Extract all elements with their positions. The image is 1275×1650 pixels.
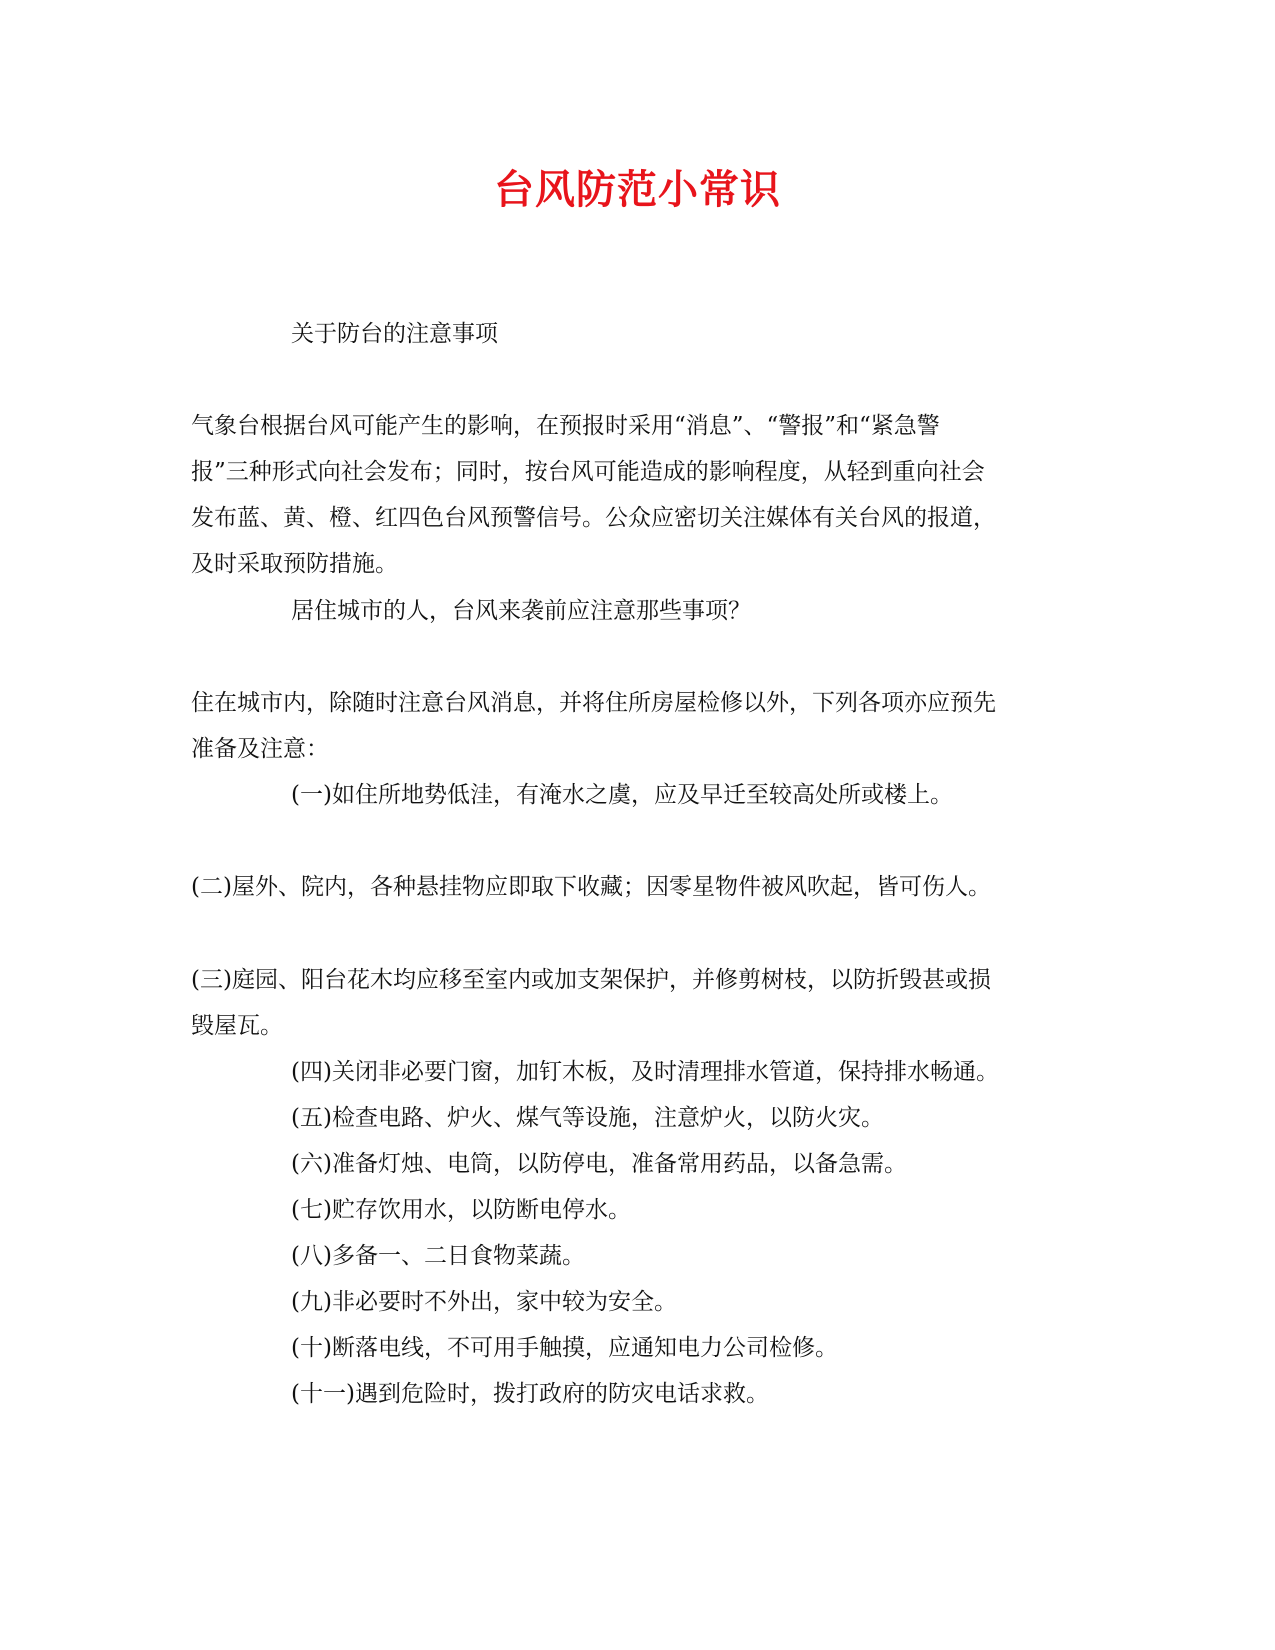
list-item-continuation: 毁屋瓦。 [191, 1013, 283, 1039]
section-heading: 关于防台的注意事项 [291, 321, 498, 347]
intro-line: 气象台根据台风可能产生的影响，在预报时采用“消息”、“警报”和“紧急警 [191, 413, 940, 439]
list-item: (九)非必要时不外出，家中较为安全。 [291, 1289, 677, 1315]
list-item: (七)贮存饮用水，以防断电停水。 [291, 1197, 631, 1223]
list-item: (四)关闭非必要门窗，加钉木板，及时清理排水管道，保持排水畅通。 [291, 1059, 999, 1085]
list-item: (三)庭园、阳台花木均应移至室内或加支架保护，并修剪树枝，以防折毁甚或损 [191, 967, 991, 993]
answer-line: 住在城市内，除随时注意台风消息，并将住所房屋检修以外，下列各项亦应预先 [191, 690, 996, 716]
list-item: (五)检查电路、炉火、煤气等设施，注意炉火，以防火灾。 [291, 1105, 884, 1131]
list-item: (一)如住所地势低洼，有淹水之虞，应及早迁至较高处所或楼上。 [291, 782, 953, 808]
question-heading: 居住城市的人，台风来袭前应注意那些事项？ [291, 598, 751, 624]
list-item: (八)多备一、二日食物菜蔬。 [291, 1243, 585, 1269]
document-title: 台风防范小常识 [494, 166, 781, 213]
list-item: (十)断落电线，不可用手触摸，应通知电力公司检修。 [291, 1335, 838, 1361]
answer-line: 准备及注意： [191, 736, 329, 762]
list-item: (六)准备灯烛、电筒，以防停电，准备常用药品，以备急需。 [291, 1151, 907, 1177]
intro-line: 报”三种形式向社会发布；同时，按台风可能造成的影响程度，从轻到重向社会 [191, 459, 985, 485]
list-item: (二)屋外、院内，各种悬挂物应即取下收藏；因零星物件被风吹起，皆可伤人。 [191, 874, 991, 900]
list-item: (十一)遇到危险时，拨打政府的防灾电话求救。 [291, 1381, 769, 1407]
intro-line: 及时采取预防措施。 [191, 551, 398, 577]
intro-line: 发布蓝、黄、橙、红四色台风预警信号。公众应密切关注媒体有关台风的报道， [191, 505, 996, 531]
